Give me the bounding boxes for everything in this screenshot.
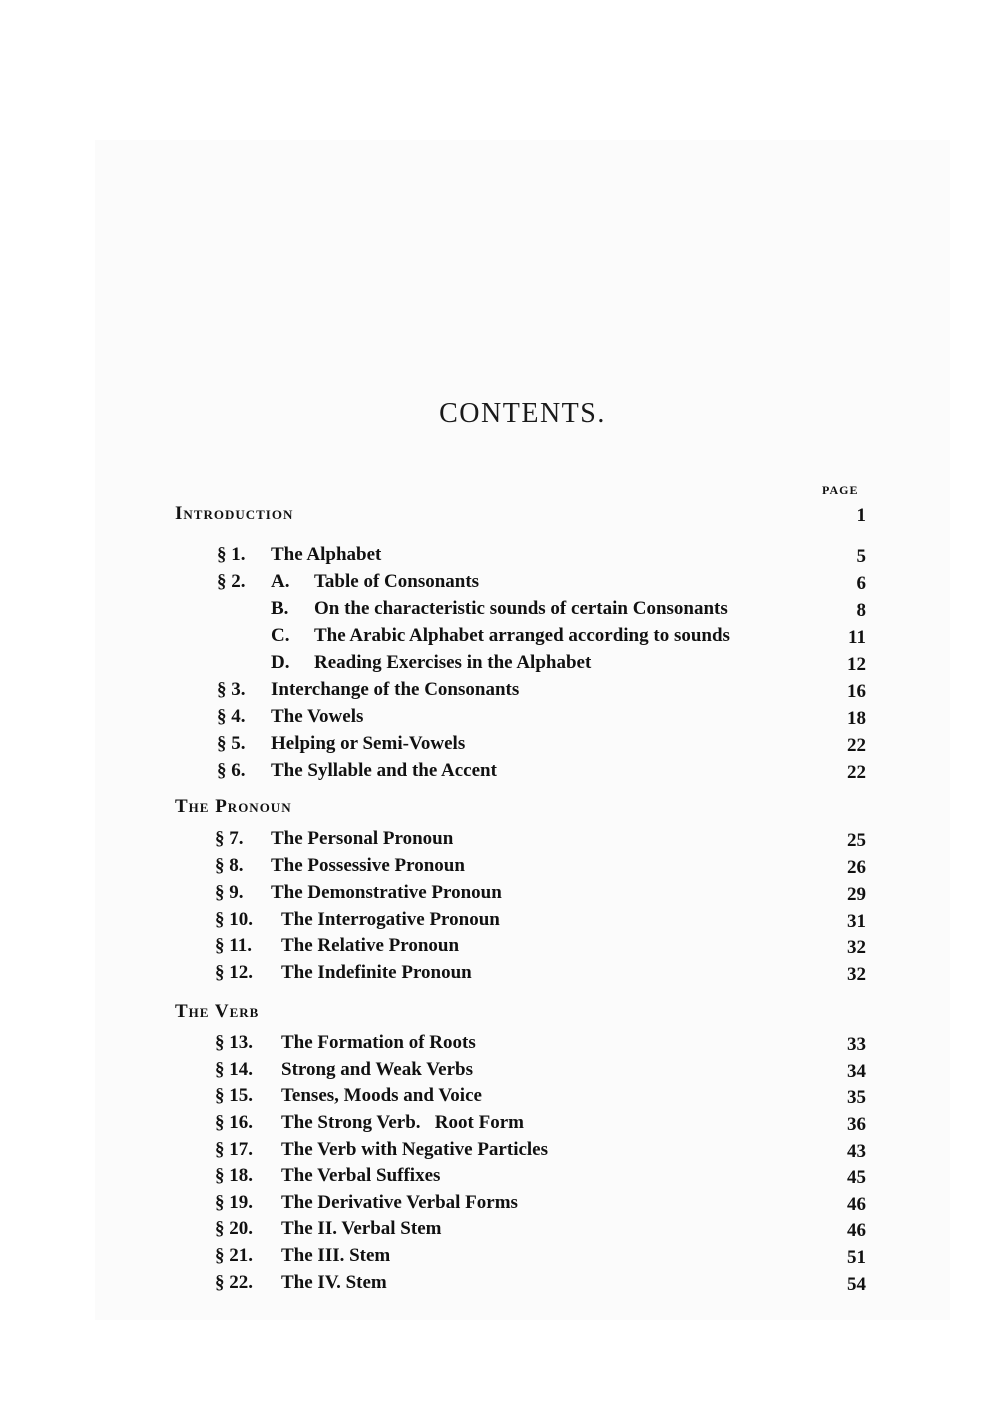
toc-entry-title: The IV. Stem	[281, 1272, 387, 1293]
toc-entry-title: The Verb with Negative Particles	[281, 1139, 549, 1160]
toc-entry-page: 34	[847, 1061, 866, 1082]
toc-section-number: § 1.	[217, 544, 246, 565]
toc-entry-page: 26	[847, 857, 866, 878]
toc-section-number: § 15.	[215, 1085, 253, 1106]
toc-entry-page: 29	[847, 884, 866, 905]
toc-section-number: § 12.	[215, 962, 253, 983]
toc-subsection-letter: B.	[271, 598, 289, 619]
toc-section-number: § 3.	[217, 679, 246, 700]
toc-entry-page: 16	[847, 681, 866, 702]
toc-entry-title: Tenses, Moods and Voice	[281, 1085, 482, 1106]
toc-entry-page: 5	[856, 546, 866, 567]
toc-entry-title: The Derivative Verbal Forms	[281, 1192, 518, 1213]
toc-entry-page: 18	[847, 708, 866, 729]
section-heading-pronoun: The Pronoun	[175, 796, 292, 817]
toc-section-number: § 13.	[215, 1032, 253, 1053]
toc-entry-page: 11	[848, 627, 866, 648]
page-title: CONTENTS.	[439, 398, 606, 429]
toc-subsection-letter: C.	[271, 625, 290, 646]
toc-entry-title: The Alphabet	[271, 544, 382, 565]
toc-entry-title: The II. Verbal Stem	[281, 1218, 442, 1239]
toc-entry-page: 32	[847, 937, 866, 958]
toc-entry-page: 43	[847, 1141, 866, 1162]
toc-entry-title: On the characteristic sounds of certain Consonants	[314, 598, 728, 619]
section-heading-introduction: Introduction	[175, 503, 294, 524]
toc-entry-page: 32	[847, 964, 866, 985]
toc-section-number: § 9.	[215, 882, 244, 903]
toc-entry-title: The Interrogative Pronoun	[281, 909, 500, 930]
toc-entry-page: 6	[856, 573, 866, 594]
section-page-introduction: 1	[856, 505, 866, 526]
toc-entry-title: The Relative Pronoun	[281, 935, 460, 956]
toc-entry-page: 51	[847, 1247, 866, 1268]
toc-section-number: § 16.	[215, 1112, 253, 1133]
toc-entry-title: The Possessive Pronoun	[271, 855, 465, 876]
toc-section-number: § 10.	[215, 909, 253, 930]
toc-entry-page: 54	[847, 1274, 866, 1295]
toc-section-number: § 19.	[215, 1192, 253, 1213]
toc-section-number: § 7.	[215, 828, 244, 849]
toc-section-number: § 22.	[215, 1272, 253, 1293]
toc-entry-title: The III. Stem	[281, 1245, 391, 1266]
toc-entry-title: Reading Exercises in the Alphabet	[314, 652, 592, 673]
toc-entry-page: 35	[847, 1087, 866, 1108]
toc-subsection-letter: D.	[271, 652, 290, 673]
toc-entry-title: The Demonstrative Pronoun	[271, 882, 502, 903]
toc-entry-page: 22	[847, 735, 866, 756]
toc-entry-title: Table of Consonants	[314, 571, 480, 592]
toc-section-number: § 11.	[215, 935, 252, 956]
toc-entry-title: The Indefinite Pronoun	[281, 962, 472, 983]
toc-section-number: § 6.	[217, 760, 246, 781]
toc-entry-page: 46	[847, 1220, 866, 1241]
toc-entry-title: The Strong Verb. Root Form	[281, 1112, 524, 1133]
toc-entry-page: 33	[847, 1034, 866, 1055]
toc-section-number: § 14.	[215, 1059, 253, 1080]
toc-entry-page: 8	[856, 600, 866, 621]
toc-entry-page: 46	[847, 1194, 866, 1215]
toc-section-number: § 8.	[215, 855, 244, 876]
toc-entry-page: 31	[847, 911, 866, 932]
toc-entry-title: The Syllable and the Accent	[271, 760, 497, 781]
page-column-label: PAGE	[822, 483, 859, 497]
toc-entry-title: Strong and Weak Verbs	[281, 1059, 474, 1080]
toc-entry-title: The Verbal Suffixes	[281, 1165, 441, 1186]
toc-section-number: § 2.	[217, 571, 246, 592]
toc-entry-page: 22	[847, 762, 866, 783]
toc-entry-title: Helping or Semi-Vowels	[271, 733, 466, 754]
toc-entry-title: Interchange of the Consonants	[271, 679, 520, 700]
section-heading-verb: The Verb	[175, 1001, 260, 1022]
toc-section-number: § 20.	[215, 1218, 253, 1239]
toc-entry-page: 36	[847, 1114, 866, 1135]
toc-entry-title: The Vowels	[271, 706, 364, 727]
toc-section-number: § 17.	[215, 1139, 253, 1160]
toc-section-number: § 4.	[217, 706, 246, 727]
toc-entry-title: The Personal Pronoun	[271, 828, 454, 849]
toc-section-number: § 21.	[215, 1245, 253, 1266]
toc-section-number: § 5.	[217, 733, 246, 754]
toc-entry-page: 12	[847, 654, 866, 675]
toc-entry-title: The Formation of Roots	[281, 1032, 476, 1053]
toc-entry-page: 25	[847, 830, 866, 851]
toc-entry-title: The Arabic Alphabet arranged according to sounds	[314, 625, 730, 646]
toc-entry-page: 45	[847, 1167, 866, 1188]
toc-section-number: § 18.	[215, 1165, 253, 1186]
toc-subsection-letter: A.	[271, 571, 290, 592]
